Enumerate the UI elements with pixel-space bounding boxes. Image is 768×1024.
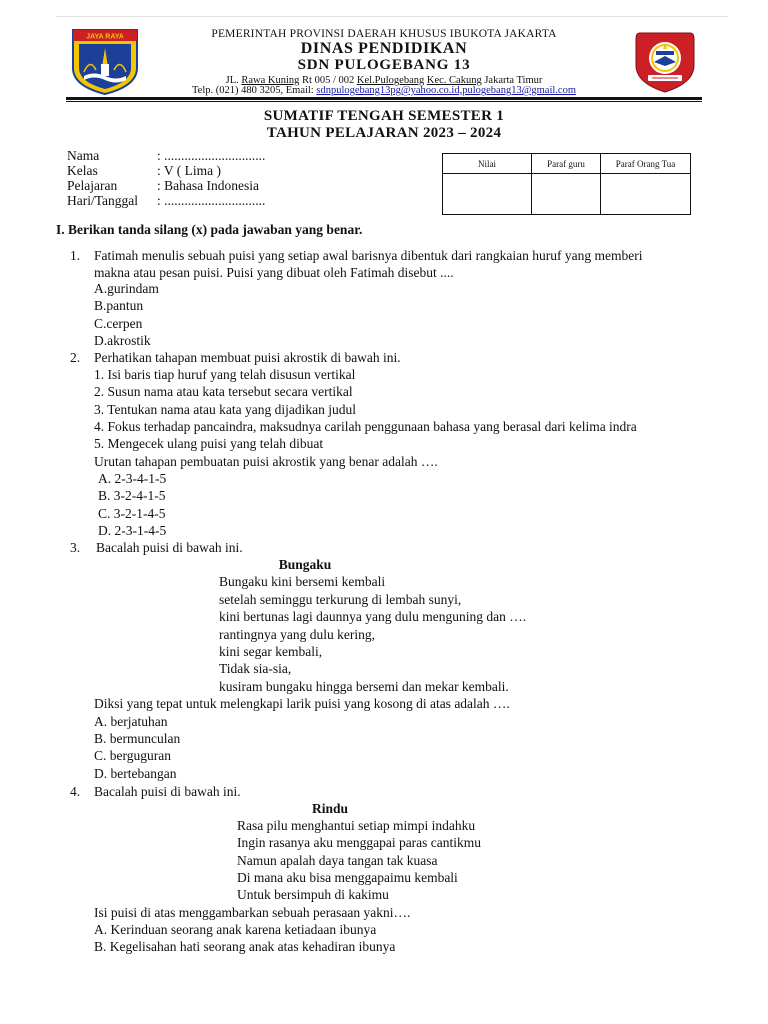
exam-year: TAHUN PELAJARAN 2023 – 2024: [266, 125, 502, 141]
answer-option[interactable]: D.akrostik: [94, 333, 151, 348]
question-text: makna atau pesan puisi. Puisi yang dibuat oleh Fatimah disebut ....: [94, 265, 454, 280]
answer-option[interactable]: B. 3-2-4-1-5: [98, 488, 166, 503]
school-address: JL. Rawa Kuning Rt 005 / 002 Kel.Pulogebang Kec. Cakung Jakarta Timur: [225, 75, 543, 86]
question-number: 4.: [70, 784, 81, 799]
question-number: 2.: [70, 350, 81, 365]
letterhead-rule-thick: [66, 97, 702, 100]
poem-line: Untuk bersimpuh di kakimu: [237, 887, 389, 902]
score-cell[interactable]: [443, 174, 532, 215]
poem-title: Bungaku: [278, 557, 332, 572]
question-prompt: Urutan tahapan pembuatan puisi akrostik yang benar adalah ….: [94, 454, 438, 469]
subject-value: : Bahasa Indonesia: [157, 178, 259, 193]
date-label: Hari/Tanggal: [67, 193, 139, 208]
teacher-signature-header: Paraf guru: [532, 154, 601, 174]
question-text: Perhatikan tahapan membuat puisi akrostik di bawah ini.: [94, 350, 401, 365]
poem-line: kini segar kembali,: [219, 644, 323, 659]
question-text: Bacalah puisi di bawah ini.: [96, 540, 243, 555]
class-value: : V ( Lima ): [157, 163, 221, 178]
name-label: Nama: [67, 148, 100, 163]
answer-option[interactable]: C. berguguran: [94, 748, 171, 763]
section-instruction: I. Berikan tanda silang (x) pada jawaban yang benar.: [56, 222, 363, 237]
svg-text:JAYA RAYA: JAYA RAYA: [86, 33, 124, 41]
question-number: 3.: [70, 540, 81, 555]
question-text: Fatimah menulis sebuah puisi yang setiap awal barisnya dibentuk dari rangkaian huruf yang memberi: [94, 248, 643, 263]
poem-line: setelah seminggu terkurung di lembah sunyi,: [219, 592, 462, 607]
answer-option[interactable]: B.pantun: [94, 298, 144, 313]
answer-option[interactable]: C.cerpen: [94, 316, 143, 331]
school-name: SDN PULOGEBANG 13: [297, 57, 471, 73]
subject-label: Pelajaran: [67, 178, 118, 193]
page-top-border: [56, 16, 728, 17]
poem-line: rantingnya yang dulu kering,: [219, 627, 375, 642]
government-name: PEMERINTAH PROVINSI DAERAH KHUSUS IBUKOTA JAKARTA: [211, 28, 557, 40]
step-item: 3. Tentukan nama atau kata yang dijadikan judul: [94, 402, 356, 417]
answer-option[interactable]: B. Kegelisahan hati seorang anak atas kehadiran ibunya: [94, 939, 396, 954]
poem-title: Rindu: [311, 801, 349, 816]
answer-option[interactable]: B. bermunculan: [94, 731, 181, 746]
answer-option[interactable]: D. bertebangan: [94, 766, 177, 781]
step-item: 2. Susun nama atau kata tersebut secara vertikal: [94, 384, 353, 399]
score-table: [442, 153, 691, 215]
parent-signature-cell[interactable]: [601, 174, 691, 215]
date-field[interactable]: : ..............................: [157, 193, 266, 208]
letterhead-rule-thin: [66, 101, 702, 102]
question-prompt: Diksi yang tepat untuk melengkapi larik puisi yang kosong di atas adalah ….: [94, 696, 510, 711]
answer-option[interactable]: A. 2-3-4-1-5: [98, 471, 167, 486]
score-header: Nilai: [443, 154, 532, 174]
question-text: Bacalah puisi di bawah ini.: [94, 784, 241, 799]
question-prompt: Isi puisi di atas menggambarkan sebuah perasaan yakni….: [94, 905, 411, 920]
agency-name: DINAS PENDIDIKAN: [300, 40, 468, 57]
answer-option[interactable]: A. berjatuhan: [94, 714, 168, 729]
poem-line: Di mana aku bisa menggapaimu kembali: [237, 870, 458, 885]
poem-line: kini bertunas lagi daunnya yang dulu menguning dan ….: [219, 609, 527, 624]
answer-option[interactable]: A. Kerinduan seorang anak karena ketiadaan ibunya: [94, 922, 377, 937]
poem-line: Namun apalah daya tangan tak kuasa: [237, 853, 438, 868]
answer-option[interactable]: D. 2-3-1-4-5: [98, 523, 167, 538]
poem-line: Ingin rasanya aku menggapai paras cantikmu: [237, 835, 482, 850]
step-item: 1. Isi baris tiap huruf yang telah disusun vertikal: [94, 367, 356, 382]
parent-signature-header: Paraf Orang Tua: [601, 154, 691, 174]
step-item: 4. Fokus terhadap pancaindra, maksudnya carilah penggunaan bahasa yang berasal dari kelima indra: [94, 419, 637, 434]
class-label: Kelas: [67, 163, 98, 178]
answer-option[interactable]: A.gurindam: [94, 281, 159, 296]
school-contact: Telp. (021) 480 3205, Email: sdnpulogebang13pg@yahoo.co.id,pulogebang13@gmail.com: [191, 85, 576, 96]
poem-line: Rasa pilu menghantui setiap mimpi indahku: [237, 818, 476, 833]
answer-option[interactable]: C. 3-2-1-4-5: [98, 506, 166, 521]
name-field[interactable]: : ..............................: [157, 148, 266, 163]
question-number: 1.: [70, 248, 81, 263]
teacher-signature-cell[interactable]: [532, 174, 601, 215]
poem-line: Tidak sia-sia,: [219, 661, 292, 676]
poem-line: kusiram bungaku hingga bersemi dan mekar kembali.: [219, 679, 509, 694]
exam-title: SUMATIF TENGAH SEMESTER 1: [263, 108, 505, 124]
jakarta-emblem-logo: [70, 28, 140, 96]
school-badge-logo: [632, 29, 698, 95]
poem-line: Bungaku kini bersemi kembali: [219, 574, 386, 589]
school-email-link[interactable]: sdnpulogebang13pg@yahoo.co.id,pulogebang13@gmail.com: [316, 85, 576, 96]
step-item: 5. Mengecek ulang puisi yang telah dibuat: [94, 436, 324, 451]
